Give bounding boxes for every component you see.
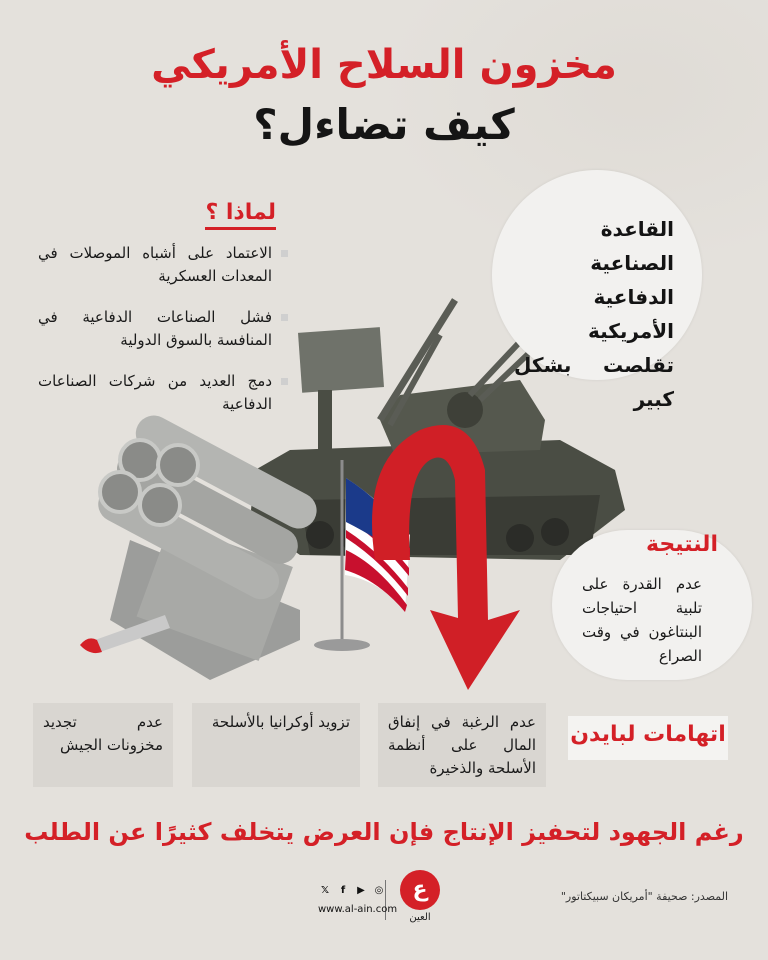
accusation-text: تزويد أوكرانيا بالأسلحة (211, 713, 350, 731)
social-links (318, 884, 386, 898)
why-item-text: الاعتماد على أشباه الموصلات في المعدات العسكرية (38, 244, 272, 285)
facebook-icon[interactable]: f (340, 885, 346, 896)
result-text: عدم القدرة على تلبية احتياجات البنتاغون في وقت الصراع (582, 575, 702, 665)
accusations-heading: اتهامات لبايدن (570, 722, 726, 747)
industrial-base-circle (492, 170, 702, 411)
logo-text: العين (409, 912, 431, 923)
accusation-text: عدم تجديد مخزونات الجيش (43, 713, 163, 754)
logo-letter: ع (412, 877, 428, 902)
website-link[interactable]: www.al-ain.com (318, 904, 398, 915)
missile-launcher-illustration (80, 409, 323, 680)
why-item (38, 370, 288, 416)
source-text: المصدر: صحيفة "أمريكان سبيكتاتور" (560, 890, 728, 903)
twitter-icon[interactable]: 𝕏 (320, 885, 330, 896)
page-title: مخزون السلاح الأمريكي (151, 42, 617, 88)
al-ain-logo (400, 870, 440, 910)
why-list (38, 242, 288, 434)
accusation-card (33, 703, 173, 787)
why-item-text: دمج العديد من شركات الصناعات الدفاعية (38, 372, 272, 413)
bullet-icon (281, 314, 288, 321)
accusation-card (378, 703, 546, 787)
bullet-icon (281, 378, 288, 385)
page-subtitle: كيف تضاءل؟ (253, 100, 515, 149)
result-heading: النتيجة (646, 532, 718, 557)
instagram-icon[interactable]: ◎ (374, 885, 384, 896)
conclusion-text: رغم الجهود لتحفيز الإنتاج فإن العرض يتخلف كثيرًا عن الطلب (24, 818, 744, 846)
why-item (38, 242, 288, 288)
why-item (38, 306, 288, 352)
bullet-icon (281, 250, 288, 257)
why-heading: لماذا ؟ (205, 200, 276, 230)
youtube-icon[interactable]: ▶ (357, 885, 365, 896)
industrial-base-text: القاعدة الصناعية الدفاعية الأمريكية تقلصت بشكل كبير (514, 217, 674, 411)
accusation-card (192, 703, 360, 787)
why-item-text: فشل الصناعات الدفاعية في المنافسة بالسوق الدولية (38, 308, 272, 349)
accusation-text: عدم الرغبة في إنفاق المال على أنظمة الأسلحة والذخيرة (388, 713, 536, 777)
